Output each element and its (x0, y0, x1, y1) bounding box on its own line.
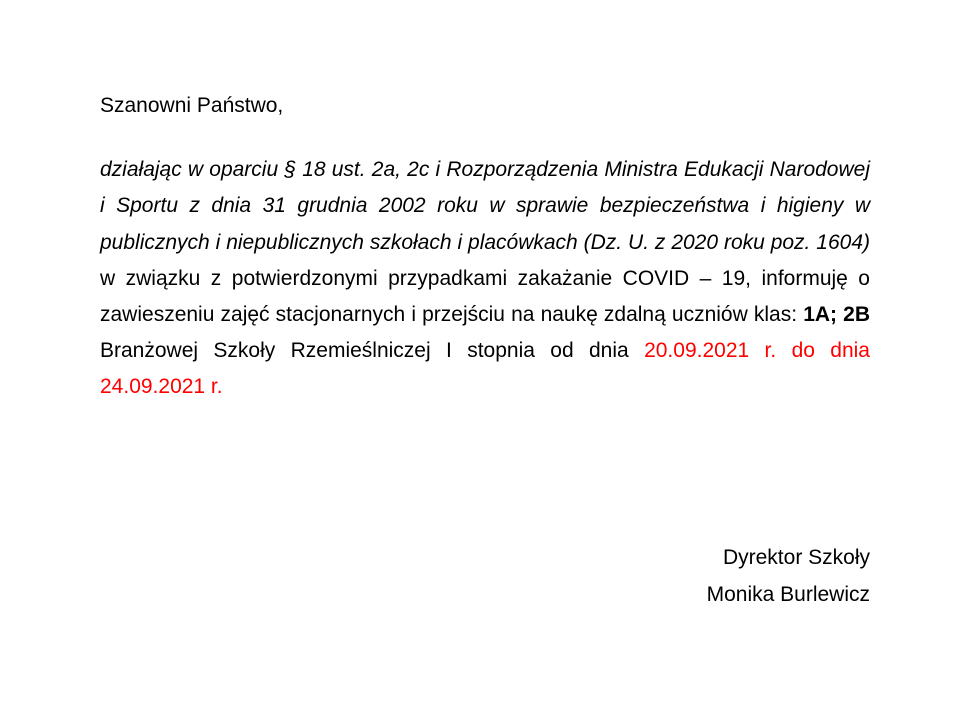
class-list-bold: 1A; 2B (803, 302, 870, 326)
date-range-highlight: 20.09.2021 r. do dnia 24.09.2021 r. (100, 338, 870, 398)
paragraph-body: w związku z potwierdzonymi przypadkami zakażanie COVID – 19, informuję o zawieszeniu zajęć stacjonarnych i przejściu na naukę zdalną uczniów klas: (100, 266, 870, 326)
paragraph-lead: działając w oparciu (100, 158, 285, 182)
signature-name: Monika Burlewicz (706, 582, 870, 606)
announcement-paragraph (100, 152, 870, 405)
signature-title: Dyrektor Szkoły (722, 546, 870, 569)
legal-reference-italic: § 18 ust. 2a, 2c i Rozporządzenia Ministra Edukacji Narodowej i Sportu z dnia 31 grudnia 2002 roku w sprawie bezpieczeństwa i higieny w publicznych i niepublicznych szkołach i placówkach (Dz. U. z 2020 roku poz. 1604) (100, 158, 870, 254)
signature-block (100, 540, 870, 614)
school-name-text: Branżowej Szkoły Rzemieślniczej I stopnia od dnia (100, 338, 645, 362)
salutation-text: Szanowni Państwo, (100, 94, 284, 117)
